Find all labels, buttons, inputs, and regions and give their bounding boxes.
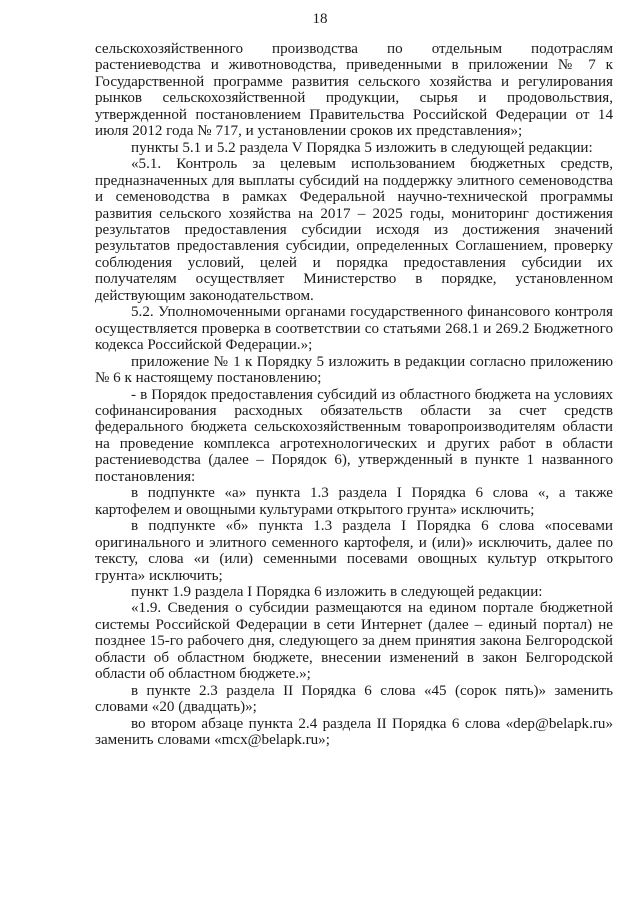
paragraph: пункты 5.1 и 5.2 раздела V Порядка 5 изложить в следующей редакции: xyxy=(131,139,593,156)
paragraph: 5.2. Уполномоченными органами государственного финансового контроля осуществляется проверка в соответствии со статьями 268.1 и 269.2 Бюджетного кодекса Российской Федерации.»; xyxy=(95,304,613,354)
paragraph: «1.9. Сведения о субсидии размещаются на едином портале бюджетной системы Российской Федерации в сети Интернет (далее – единый портал) не позднее 15-го рабочего дня, следующего за днем принятия закона Белгородской области об областном бюджете, внесении изменений в закон Белгородской области об областном бюджете.»; xyxy=(95,600,613,683)
paragraph: сельскохозяйственного производства по отдельным подотраслям растениеводства и животноводства, приведенными в приложении № 7 к Государственной программе развития сельского хозяйства и регулирования рынков сельскохозяйственной продукции, сырья и продовольствия, утвержденной постановлением Правительства Российской Федерации от 14 июля 2012 года № 717, и установлении сроков их представления»; xyxy=(95,41,613,140)
paragraph: в подпункте «а» пункта 1.3 раздела I Порядка 6 слова «, а также картофелем и овощными культурами открытого грунта» исключить; xyxy=(95,485,613,518)
paragraph: в пункте 2.3 раздела II Порядка 6 слова «45 (сорок пять)» заменить словами «20 (двадцать)»; xyxy=(95,682,613,716)
paragraph: - в Порядок предоставления субсидий из областного бюджета на условиях софинансирования расходных обязательств области за счет средств федерального бюджета сельскохозяйственным товаропроизводителям области на проведение комплекса агротехнологических и других работ в области растениеводства (далее – Порядок 6), утвержденный в пункте 1 названного постановления: xyxy=(95,386,613,485)
document-body xyxy=(95,41,613,748)
page-number: 18 xyxy=(312,11,328,27)
paragraph: приложение № 1 к Порядку 5 изложить в редакции согласно приложению № 6 к настоящему постановлению; xyxy=(95,353,613,387)
paragraph: пункт 1.9 раздела I Порядка 6 изложить в следующей редакции: xyxy=(131,583,543,600)
paragraph: во втором абзаце пункта 2.4 раздела II Порядка 6 слова «dep@belapk.ru» заменить словами «mcx@belapk.ru»; xyxy=(95,715,613,749)
paragraph: «5.1. Контроль за целевым использованием бюджетных средств, предназначенных для выплаты субсидий на поддержку элитного семеноводства и семеноводства в рамках Федеральной научно-технической программы развития сельского хозяйства на 2017 – 2025 годы, мониторинг достижения результатов предоставления субсидии исходя из достижения значений результатов предоставления субсидии, определенных Соглашением, проверку соблюдения условий, целей и порядка предоставления субсидии их получателям осуществляет Министерство в порядке, установленном действующим законодательством. xyxy=(95,156,613,304)
paragraph: в подпункте «б» пункта 1.3 раздела I Порядка 6 слова «посевами оригинального и элитного семенного картофеля, и (или)» исключить, далее по тексту, слова «и (или) семенными посевами овощных культур открытого грунта» исключить; xyxy=(95,518,613,584)
